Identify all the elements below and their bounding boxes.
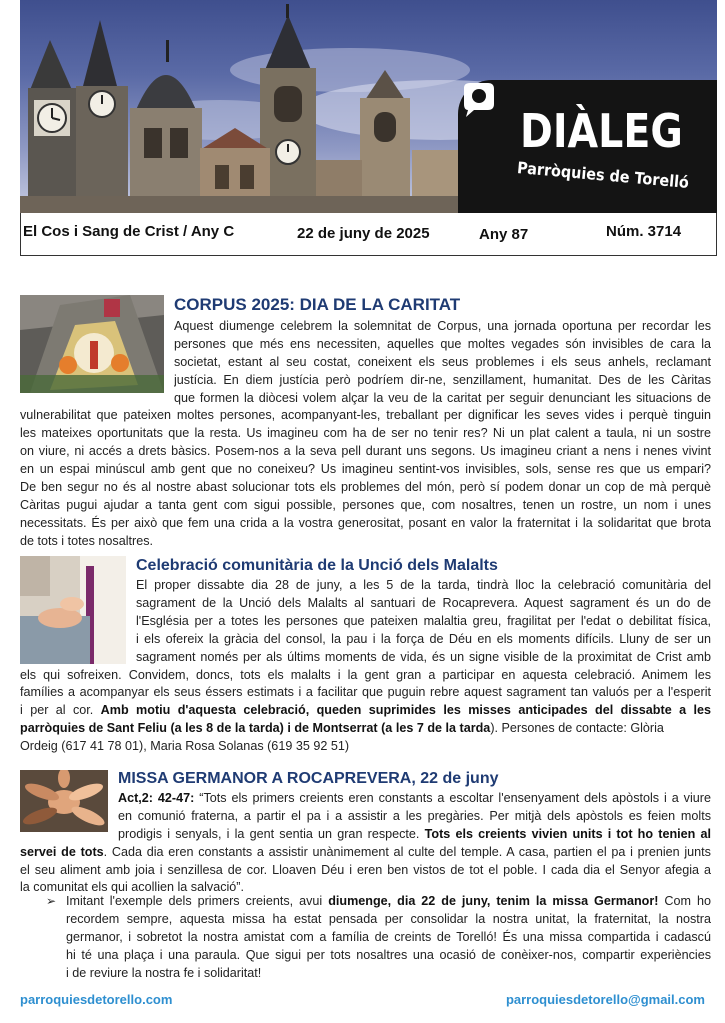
flower-carpet-photo xyxy=(20,295,164,393)
arrow-bullet-icon: ➢ xyxy=(46,894,57,908)
article-body-germanor-bullet xyxy=(66,893,711,982)
article-body-anointing-bottom xyxy=(20,667,711,756)
text-fragment: “Tots els primers creients eren constants a escoltar l'ensenyament dels apòstols i a viure xyxy=(194,791,711,805)
text-line: Ordeig (617 41 78 01), Maria Rosa Solanas (619 35 92 51) xyxy=(20,739,350,754)
text-line: el seu aliment amb joia i senzillesa de cor. Lloaven Déu i eren ben vistos de tot el poble. I cada dia el Senyor afegia a xyxy=(20,862,711,877)
article-body-germanor-bottom xyxy=(20,844,711,898)
logo-subtitle: Parròquies de Torelló xyxy=(516,158,690,192)
text-line: Aquest diumenge celebrem la solemnitat de Corpus, una jornada oportuna per recordar les xyxy=(174,319,711,333)
article-body-corpus-bottom xyxy=(20,390,711,551)
header-banner xyxy=(20,0,717,213)
text-line: justícia. En diem justícia però podríem dir-ne, senzillament, humanitat. Des de les Càritas xyxy=(174,372,711,387)
text-fragment: . Cada dia eren constants a assistir unànimement al culte del temple. A casa, partien el pa i prenien junts xyxy=(103,844,711,859)
text-line: El proper dissabte dia 28 de juny, a les 5 de la tarda, tindrà lloc la celebració comunitària del xyxy=(136,578,711,592)
bold-notice: parròquies de Sant Feliu (a les 8 de la tarda) i de Montserrat (a les 7 de la tarda xyxy=(20,721,491,736)
text-fragment: prodigis i senyals, i la gent sentia un gran respecte. xyxy=(118,826,420,841)
text-line: que formen la diòcesi volem alçar la veu de la caritat per seguir denunciant les situacions de xyxy=(174,390,711,405)
text-line xyxy=(118,826,711,844)
text-line xyxy=(66,893,711,911)
bold-quote: Tots els creients vivien units i tot ho tenien al xyxy=(424,826,711,841)
text-line: famílies a acompanyar els seus éssers estimats i a facilitar que puguin rebre aquest sagrament tan valuós per a l'esperit xyxy=(20,685,711,700)
article-title-corpus: CORPUS 2025: DIA DE LA CARITAT xyxy=(174,295,461,314)
text-line: Càritas pugui ajudar a tanta gent com sigui possible, persones que, com nosaltres, tenen un rostre, un nom i unes xyxy=(20,497,711,512)
article-body-germanor-top xyxy=(118,790,711,844)
text-line: sagrament de la Unció dels Malalts al santuari de Rocaprevera. Aquest sagrament és un do de xyxy=(136,595,711,610)
text-line: i els ofereix la gràcia del consol, la pau i la força de Déu en els moments difícils. Lluny de ser un xyxy=(136,631,711,646)
text-line: els qui sofreixen. Convidem, doncs, tots els malalts i la gent gran a participar en aquesta celebració. Animem les xyxy=(20,667,711,682)
issue-year: Any 87 xyxy=(479,226,529,243)
text-fragment: i per al cor. xyxy=(20,703,94,718)
text-fragment: ). Persones de contacte: Glòria xyxy=(490,721,664,736)
text-fragment: Imitant l'exemple dels primers creients, avui xyxy=(66,894,323,909)
text-line: la comunitat els qui acollien la salvació”. xyxy=(20,880,245,895)
logo-title: DIÀLEG xyxy=(520,104,683,158)
website-link[interactable]: parroquiesdetorello.com xyxy=(20,992,173,1007)
text-line: en un espai minúscul amb gent que no coneixeu? Us imagineu sentint-vos invisibles, sols, sense res que us empari? xyxy=(20,462,711,477)
bold-notice: Amb motiu d'aquesta celebració, queden suprimides les misses anticipades del dissabte a les xyxy=(100,703,711,718)
text-line: persones que més ens necessiten, aquelles que moltes vegades són invisibles de cara la xyxy=(174,336,711,351)
email-link[interactable]: parroquiesdetorello@gmail.com xyxy=(505,992,705,1007)
text-line: vulnerabilitat que pateixen moltes persones, acompanyant-les, treballant per dignificar les seves vides i perquè tinguin xyxy=(20,408,711,423)
bold-quote: servei de tots xyxy=(20,844,104,859)
text-line xyxy=(118,790,711,808)
text-line: necessitats. És per això que fem una crida a la vostra generositat, posant en valor la fraternitat i la solidaritat que brota xyxy=(20,515,711,530)
article-body-anointing-top xyxy=(136,577,711,666)
text-line: de tots i totes nosaltres. xyxy=(20,533,154,548)
article-title-germanor: MISSA GERMANOR A ROCAPREVERA, 22 de juny xyxy=(118,770,499,787)
text-line: en comunió fraterna, a partir el pa i a assistir a les pregàries. Per mitjà dels apòstols es feien molts xyxy=(118,808,711,823)
issue-info-bar xyxy=(20,213,717,256)
issue-number: Núm. 3714 xyxy=(606,223,682,240)
bold-announcement: diumenge, dia 22 de juny, tenim la missa Germanor! xyxy=(328,894,659,909)
text-line: sagrament només per als últims moments de vida, és un signe visible de la proximitat de Crist amb xyxy=(136,649,711,664)
text-line: recordem sempre, aquesta missa ha estat pensada per consolidar la nostra unitat, la fraternitat, la nostra xyxy=(66,912,711,927)
text-line xyxy=(20,720,711,738)
text-line xyxy=(20,702,711,720)
text-fragment: Com ho xyxy=(664,894,711,909)
article-body-corpus-top xyxy=(174,318,711,390)
liturgical-feast: El Cos i Sang de Crist / Any C xyxy=(23,223,235,240)
text-line: i de reviure la nostra fe i solidaritat! xyxy=(66,965,262,980)
text-line: hi té una plaça i una paraula. Que sigui per tots nosaltres una ocasió de conèixer-nos, compartir experiències xyxy=(66,948,711,963)
text-line: De ben segur no és al nostre abast solucionar tots els problemes del món, però sí podem donar un cop de mà perquè xyxy=(20,480,711,495)
bible-reference: Act,2: 42-47: xyxy=(118,791,195,805)
text-line: societat, estant al seu costat, coneixent els seus problemes i els seus anhels, reclamant xyxy=(174,354,711,369)
text-line: on viure, ni accés a drets bàsics. Posem-nos a la seva pell durant uns segons. Us imagineu criant a nens i nenes vivint xyxy=(20,444,711,459)
text-line: germanor, i sobretot la nostra amistat com a família de creints de Torelló! És una missa compartida i cadascú xyxy=(66,930,711,945)
joined-hands-photo xyxy=(20,770,108,832)
diaeg-logo xyxy=(458,80,717,213)
article-title-anointing: Celebració comunitària de la Unció dels Malalts xyxy=(136,557,498,574)
issue-date: 22 de juny de 2025 xyxy=(297,225,430,242)
anointing-hands-photo xyxy=(20,556,126,664)
text-line xyxy=(20,844,711,862)
text-line: les mateixes oportunitats que la resta. Us imagineu com ha de ser no tenir res? Ni un plat calent a taula, ni un sostre xyxy=(20,426,711,441)
text-line: l'Església per a totes les persones que pateixen malaltia greu, fragilitat per l'edat o debilitat física, xyxy=(136,613,711,628)
speech-bubble-icon xyxy=(458,80,498,120)
